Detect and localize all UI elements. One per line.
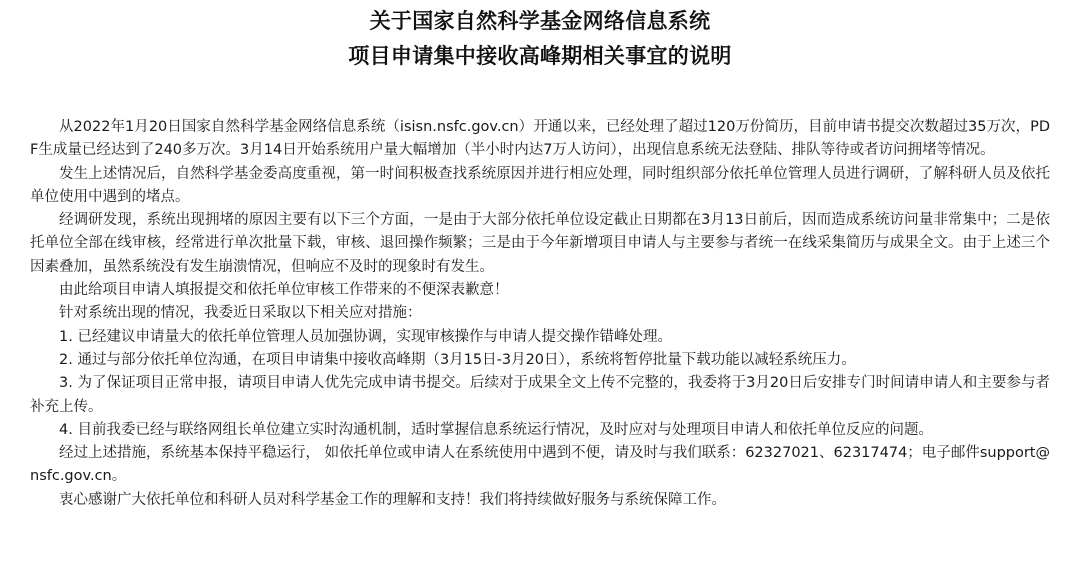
paragraph-apology: 由此给项目申请人填报提交和依托单位审核工作带来的不便深表歉意！ [59,282,509,299]
measure-item-3: 3. 为了保证项目正常申报，请项目申请人优先完成申请书提交。后续对于成果全文上传不完整的，我委将于3月20日后安排专门时间请申请人和主要参与者补充上传。 [30,375,1050,415]
measure-item-4: 4. 目前我委已经与联络网组长单位建立实时沟通机制，适时掌握信息系统运行情况，及时应对与处理项目申请人和依托单位反应的问题。 [59,421,933,438]
paragraph-measures-intro: 针对系统出现的情况，我委近日采取以下相关应对措施： [59,305,422,322]
measure-item-2: 2. 通过与部分依托单位沟通，在项目申请集中接收高峰期（3月15日-3月20日），系统将暂停批量下载功能以减轻系统压力。 [59,351,856,368]
document-body [30,116,1050,512]
document-title [30,4,1050,74]
title-line-2: 项目申请集中接收高峰期相关事宜的说明 [348,44,732,68]
paragraph-contact: 经过上述措施，系统基本保持平稳运行， 如依托单位或申请人在系统使用中遇到不便，请及时与我们联系：62327021、62317474；电子邮件support@nsfc.gov.cn。 [30,445,1050,485]
paragraph-causes: 经调研发现，系统出现拥堵的原因主要有以下三个方面，一是由于大部分依托单位设定截止日期都在3月13日前后，因而造成系统访问量非常集中；二是依托单位全部在线审核，经常进行单次批量下载，审核、退回操作频繁；三是由于今年新增项目申请人与主要参与者统一在线采集简历与成果全文。由于上述三个因素叠加，虽然系统没有发生崩溃情况，但响应不及时的现象时有发生。 [30,212,1050,275]
measure-item-1: 1. 已经建议申请量大的依托单位管理人员加强协调，实现审核操作与申请人提交操作错峰处理。 [59,328,672,345]
paragraph-intro: 从2022年1月20日国家自然科学基金网络信息系统（isisn.nsfc.gov.cn）开通以来，已经处理了超过120万份简历，目前申请书提交次数超过35万次，PDF生成量已经达到了240多万次。3月14日开始系统用户量大幅增加（半小时内达7万人访问），出现信息系统无法登陆、排队等待或者访问拥堵等情况。 [30,119,1050,159]
title-line-1: 关于国家自然科学基金网络信息系统 [369,9,711,33]
paragraph-thanks: 衷心感谢广大依托单位和科研人员对科学基金工作的理解和支持！我们将持续做好服务与系统保障工作。 [59,491,726,508]
paragraph-response: 发生上述情况后，自然科学基金委高度重视，第一时间积极查找系统原因并进行相应处理，同时组织部分依托单位管理人员进行调研，了解科研人员及依托单位使用中遇到的堵点。 [30,165,1050,205]
